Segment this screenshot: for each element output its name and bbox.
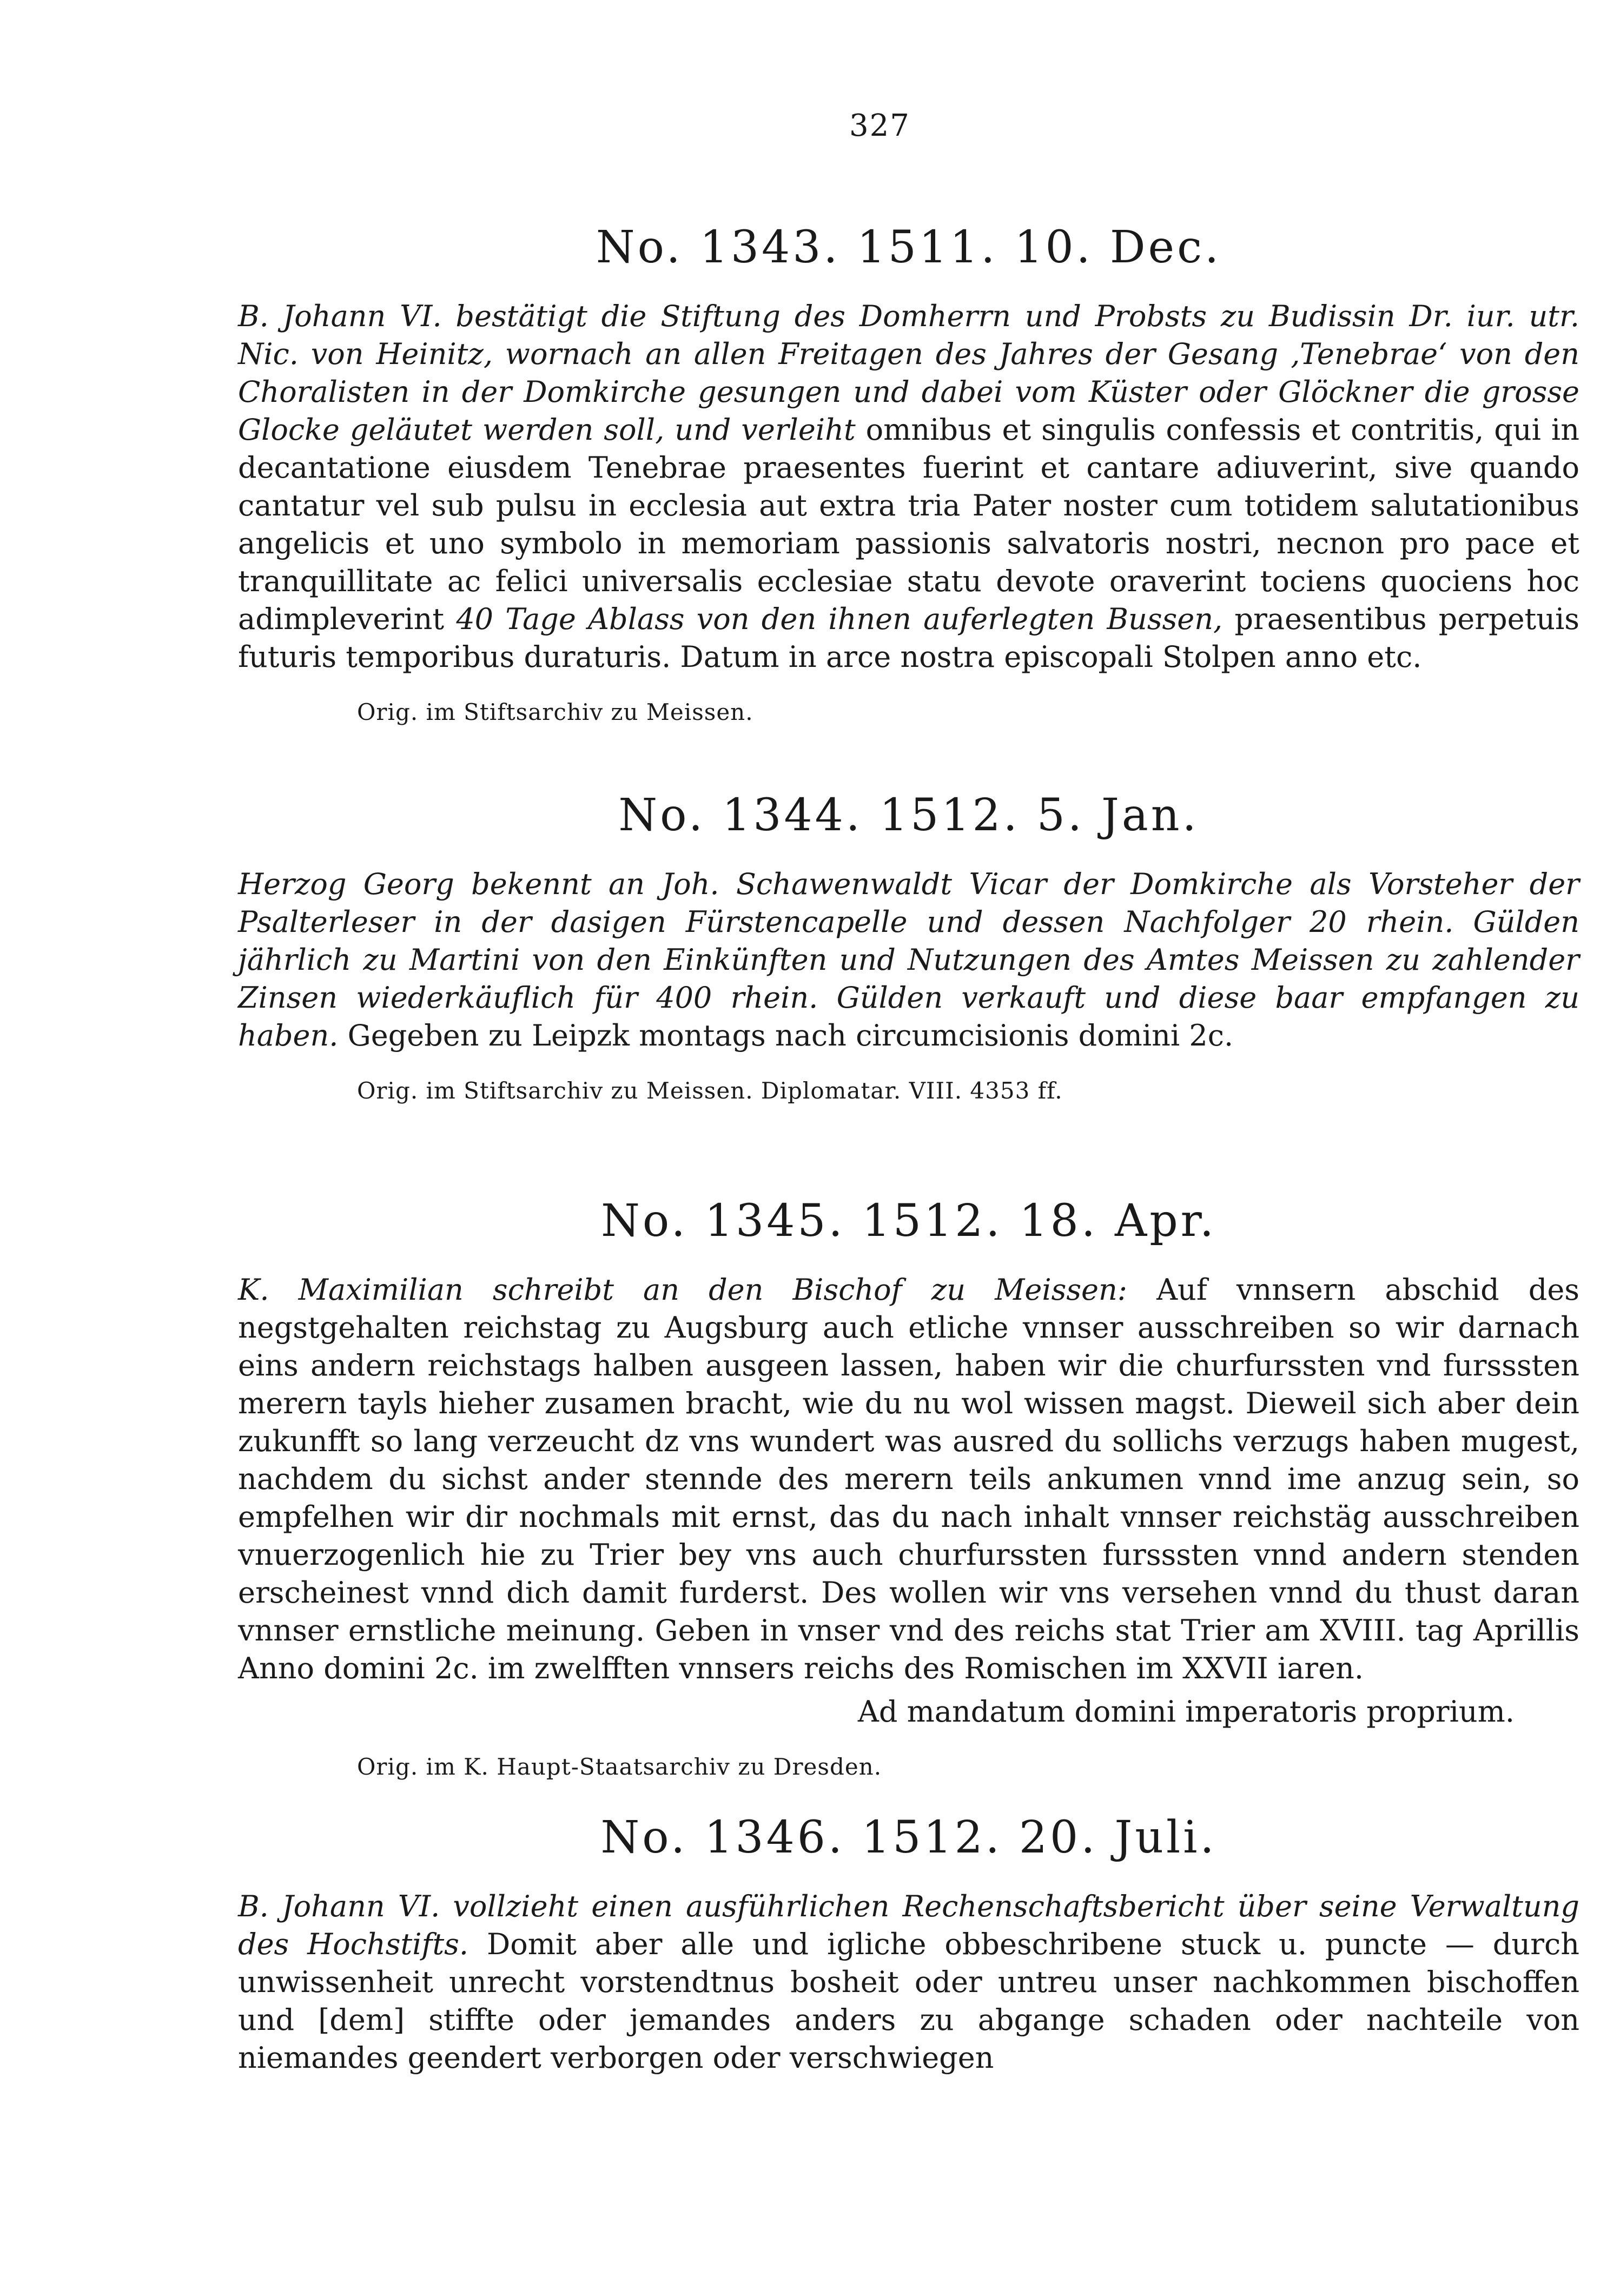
entry-text: Auf vnnsern abschid des negstgehalten reichstag zu Augsburg auch etliche vnnser ausschreiben so wir darnach eins andern reichstags halben ausgeen lassen, haben wir die churfurssten vnd fursssten merern tayls hieher zusamen bracht, wie du nu wol wissen magst. Dieweil sich aber dein zukunfft so lang verzeucht dz vns wundert was ausred du sollichs verzugs haben mugest, nachdem du sichst ander stennde des merern teils ankumen vnnd ime anzug sein, so empfelhen wir dir nochmals mit ernst, das du nach inhalt vnnser reichstäg ausschreiben vnuerzogenlich hie zu Trier bey vns auch churfurssten fursssten vnnd andern stenden erscheinest vnnd dich damit furderst. Des wollen wir vns versehen vnnd du thust daran vnnser ernstliche meinung. Geben in vnser vnd des reichs stat Trier am XVIII. tag Aprillis Anno domini 2c. im zwelfften vnnsers reichs des Romischen im XXVII iaren.: [238, 1273, 1579, 1685]
document-entry: [238, 222, 1579, 725]
entry-body: [238, 297, 1579, 676]
entry-body: [238, 865, 1579, 1055]
entry-text: Domit aber alle und igliche obbeschribene stuck u. puncte — durch unwissenheit unrecht vorstendtnus bosheit oder untreu unser nachkommen bischoffen und [dem] stiffte oder jemandes anders zu abgange schaden oder nachteile von niemandes geendert verborgen oder verschwiegen: [238, 1927, 1579, 2075]
entry-summary: K. Maximilian schreibt an den Bischof zu Meissen:: [238, 1273, 1127, 1307]
entry-body: [238, 1271, 1579, 1688]
source-note: Orig. im Stiftsarchiv zu Meissen.: [357, 699, 753, 725]
entry-text: praesentibus perpetuis futuris temporibus duraturis. Datum in arce nostra episcopali Stolpen anno etc.: [238, 602, 1579, 674]
entry-heading: No. 1344. 1512. 5. Jan.: [618, 790, 1199, 841]
entry-text: omnibus et singulis confessis et contritis, qui in decantatione eiusdem Tenebrae praesentes fuerint et cantare adiuverint, sive quando cantatur vel sub pulsu in ecclesia aut extra tria Pater noster cum totidem salutationibus angelicis et uno symbolo in memoriam passionis salvatoris nostri, necnon pro pace et tranquillitate ac felici universalis ecclesiae statu devote oraverint tociens quociens hoc adimpleverint: [238, 413, 1579, 636]
signature-line: Ad mandatum domini imperatoris proprium.: [857, 1695, 1515, 1729]
entry-heading: No. 1346. 1512. 20. Juli.: [600, 1812, 1217, 1863]
document-entry: [238, 1812, 1579, 2077]
entry-body: [238, 1888, 1579, 2077]
document-entry: [238, 790, 1579, 1104]
entry-text: Gegeben zu Leipzk montags nach circumcisionis domini 2c.: [347, 1018, 1234, 1053]
entry-summary: Herzog Georg bekennt an Joh. Schawenwaldt Vicar der Domkirche als Vorsteher der Psalterleser in der dasigen Fürstencapelle und dessen Nachfolger 20 rhein. Gülden jährlich zu Martini von den Einkünften und Nutzungen des Amtes Meissen zu zahlender Zinsen wiederkäuflich für 400 rhein. Gülden verkauft und diese baar empfangen zu haben.: [238, 867, 1579, 1053]
document-entry: [238, 1195, 1579, 1780]
page-number: 327: [849, 108, 910, 143]
source-note: Orig. im Stiftsarchiv zu Meissen. Diplomatar. VIII. 4353 ff.: [357, 1077, 1063, 1104]
entry-summary: B. Johann VI. bestätigt die Stiftung des Domherrn und Probsts zu Budissin Dr. iur. utr. Nic. von Heinitz, wornach an allen Freitagen des Jahres der Gesang ‚Tenebrae‘ von den Choralisten in der Domkirche gesungen und dabei vom Küster oder Glöckner die grosse Glocke geläutet werden soll, und verleiht: [238, 299, 1579, 447]
entry-heading: No. 1345. 1512. 18. Apr.: [601, 1195, 1216, 1247]
entry-summary-inline: 40 Tage Ablass von den ihnen auferlegten Bussen,: [456, 602, 1223, 636]
entry-summary: B. Johann VI. vollzieht einen ausführlichen Rechenschaftsbericht über seine Verwaltung des Hochstifts.: [238, 1889, 1579, 1961]
entry-heading: No. 1343. 1511. 10. Dec.: [596, 222, 1222, 273]
source-note: Orig. im K. Haupt-Staatsarchiv zu Dresden.: [357, 1754, 882, 1780]
